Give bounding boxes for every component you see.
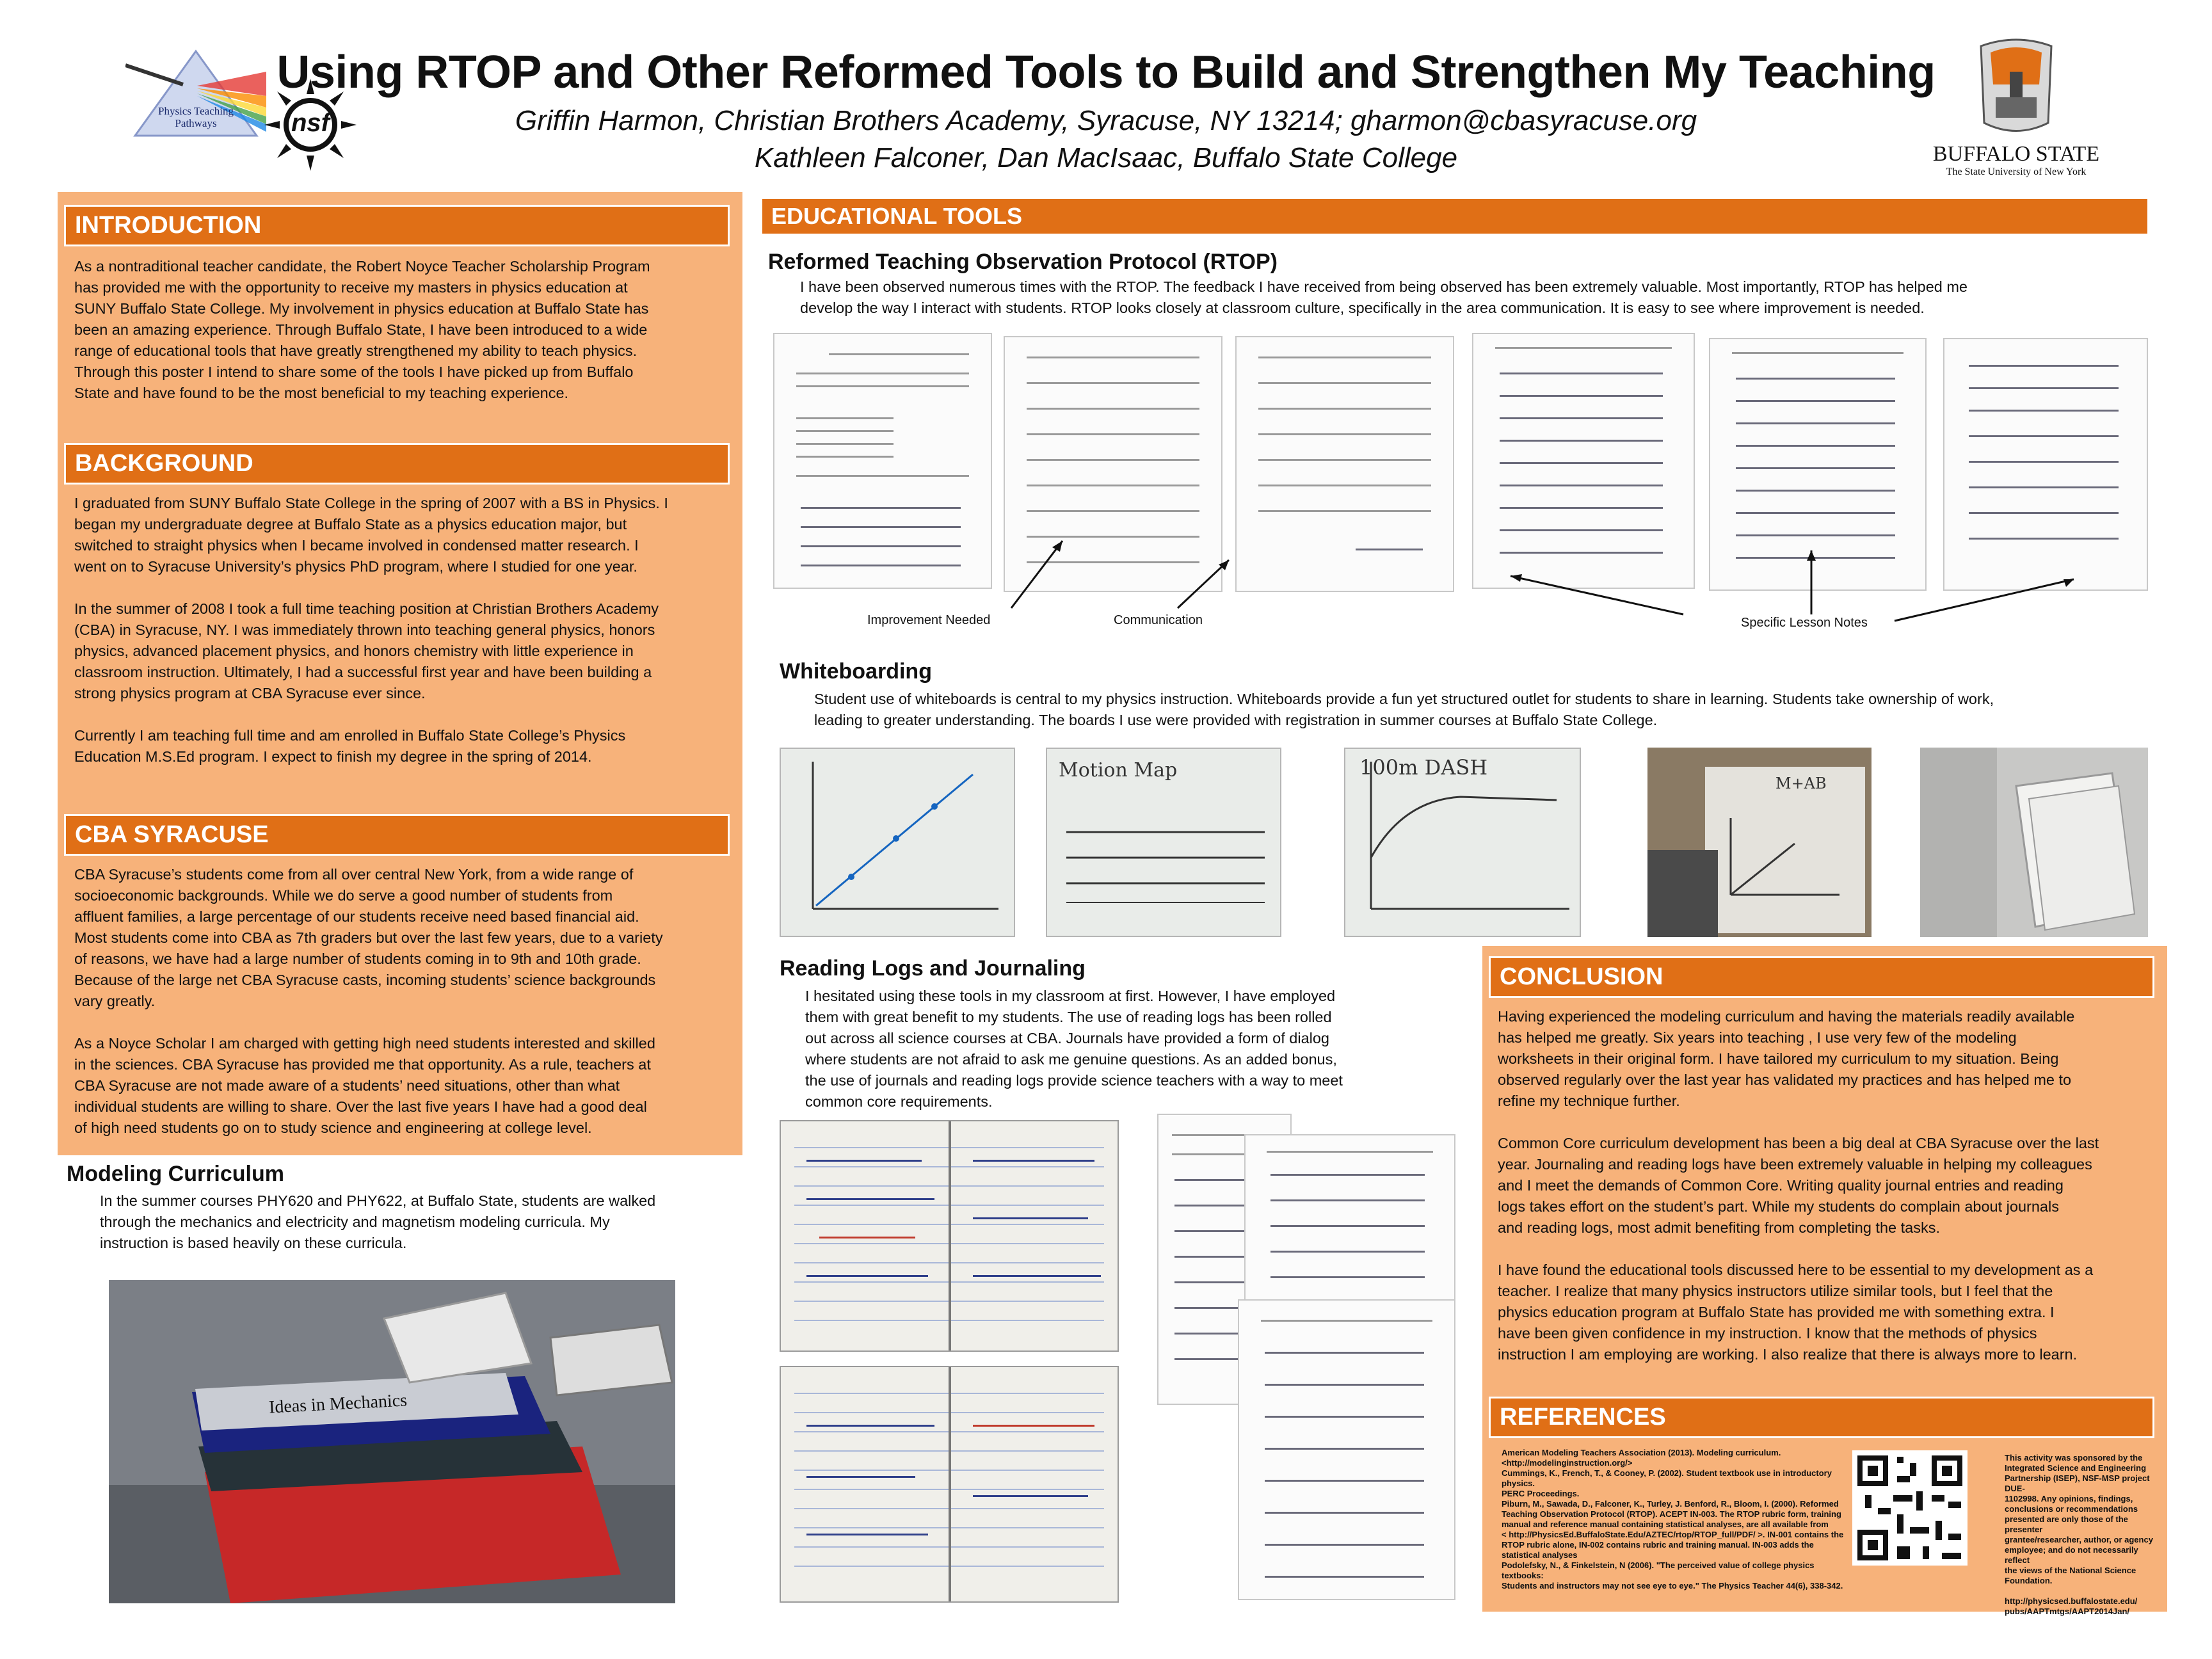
books-illustration	[109, 1280, 675, 1603]
text-line: Education M.S.Ed program. I expect to finish my degree in the spring of 2014.	[74, 748, 592, 765]
rtop-heading: Reformed Teaching Observation Protocol (RTOP)	[768, 250, 1278, 274]
poster-title: Using RTOP and Other Reformed Tools to Build and Strengthen My Teaching	[276, 47, 1936, 98]
text-line: CBA Syracuse’s students come from all over central New York, from a wide range of	[74, 866, 634, 883]
communication-label: Communication	[1114, 613, 1203, 627]
author-line-2: Kathleen Falconer, Dan MacIsaac, Buffalo State College	[754, 142, 1458, 173]
motion-map-text: Motion Map	[1059, 759, 1178, 781]
background-text	[74, 493, 733, 767]
educational-tools-heading: EDUCATIONAL TOOLS	[760, 197, 2149, 236]
text-line: Because of the large net CBA Syracuse casts, incoming students’ science backgrounds	[74, 972, 656, 988]
text-line: switched to straight physics when I became involved in condensed matter research. I	[74, 537, 639, 554]
reference-line: statistical analyses	[1502, 1550, 1578, 1560]
text-line: of high need students go on to study science and engineering at college level.	[74, 1119, 592, 1136]
qr-code-icon	[1852, 1450, 1968, 1566]
modeling-books-photo	[109, 1280, 675, 1603]
text-line: In the summer courses PHY620 and PHY622, at Buffalo State, students are walked	[100, 1192, 656, 1209]
text-line: leading to greater understanding. The boards I use were provided with registration in summer courses at Buffalo State College.	[814, 712, 1658, 728]
whiteboarding-text	[814, 689, 2171, 731]
journal-photo-2	[780, 1366, 1119, 1603]
text-line: (CBA) in Syracuse, NY. I was immediately thrown into teaching general physics, honors	[74, 621, 655, 638]
sponsor-line: Integrated Science and Engineering	[2005, 1463, 2147, 1473]
text-line: SUNY Buffalo State College. My involvement in physics education at Buffalo State has	[74, 300, 649, 317]
sponsor-link[interactable]: pubs/AAPTmtgs/AAPT2014Jan/	[2005, 1607, 2130, 1616]
text-line: range of educational tools that have greatly strengthened my ability to teach physics.	[74, 342, 637, 359]
reference-line: Piburn, M., Sawada, D., Falconer, K., Turley, J. Benford, R., Bloom, I. (2000). Reformed	[1502, 1499, 1839, 1509]
sponsor-line: employee; and do not necessarily reflect	[2005, 1545, 2138, 1565]
reference-line: American Modeling Teachers Association (2013). Modeling curriculum.	[1502, 1448, 1781, 1457]
improvement-needed-label: Improvement Needed	[867, 613, 991, 627]
text-line: and I meet the demands of Common Core. Writing quality journal entries and reading	[1498, 1177, 2064, 1194]
text-line: been an amazing experience. Through Buffalo State, I have been introduced to a wide	[74, 321, 648, 338]
text-line	[74, 577, 733, 598]
text-line: physics, advanced placement physics, and honors chemistry with little experience in	[74, 643, 634, 659]
rtop-arrows	[768, 384, 2189, 640]
text-line: instruction I am employing are working. I also realize that there is always more to learn.	[1498, 1346, 2078, 1363]
specific-lesson-notes-label: Specific Lesson Notes	[1741, 616, 1868, 630]
text-line: have been given confidence in my instruction. I know that the methods of physics	[1498, 1325, 2037, 1342]
text-line: them with great benefit to my students. The use of reading logs has been rolled	[805, 1009, 1332, 1025]
cba-text	[74, 864, 733, 1139]
nsf-text: nsf	[291, 109, 330, 137]
text-line: physics education program at Buffalo State has provided me with something extra. I	[1498, 1304, 2055, 1320]
text-line: strong physics program at CBA Syracuse ever since.	[74, 685, 426, 701]
text-line: Most students come into CBA as 7th graders but over the last few years, due to a variety	[74, 929, 663, 946]
stacked-whiteboards-photo	[1920, 748, 2148, 937]
text-line: and reading logs, most admit benefiting from completing the tasks.	[1498, 1219, 1941, 1236]
text-line: I graduated from SUNY Buffalo State College in the spring of 2007 with a BS in Physics. I	[74, 495, 668, 511]
sponsor-line: presented are only those of the presenter	[2005, 1514, 2128, 1534]
conclusion-text	[1498, 1006, 2163, 1365]
background-heading: BACKGROUND	[64, 443, 730, 485]
classroom-board-photo	[1647, 748, 1871, 937]
whiteboard-photo-3	[1344, 748, 1581, 937]
text-line: In the summer of 2008 I took a full time teaching position at Christian Brothers Academy	[74, 600, 659, 617]
text-line: I have found the educational tools discussed here to be essential to my development as a	[1498, 1262, 2094, 1278]
text-line: worksheets in their original form. I have tailored my curriculum to my situation. Being	[1498, 1050, 2059, 1067]
introduction-text	[74, 256, 733, 404]
reference-line: PERC Proceedings.	[1502, 1489, 1580, 1498]
text-line: State and have found to be the most beneficial to my teaching experience.	[74, 385, 569, 401]
references-list	[1502, 1448, 1847, 1591]
text-line: year. Journaling and reading logs have been extremely valuable in helping my colleagues	[1498, 1156, 2092, 1173]
text-line: in the sciences. CBA Syracuse has provided me that opportunity. As a rule, teachers at	[74, 1056, 651, 1073]
buffalo-state-name: BUFFALO STATE	[1932, 142, 2100, 166]
text-line: I have been observed numerous times with the RTOP. The feedback I have received from being observed has been extremely valuable. Most importantly, RTOP has helped me	[800, 278, 1968, 295]
text-line: teacher. I realize that many physics instructors utilize similar tools, but I feel that the	[1498, 1283, 2053, 1299]
text-line: instruction is based heavily on these curricula.	[100, 1235, 407, 1251]
reference-line: < http://PhysicsEd.BuffaloState.Edu/AZTEC/rtop/RTOP_full/PDF/ >. IN-001 contains the	[1502, 1530, 1844, 1539]
whiteboard-photo-1	[780, 748, 1015, 937]
text-line: where students are not afraid to ask me genuine questions. As an added bonus,	[805, 1051, 1337, 1068]
modeling-heading: Modeling Curriculum	[67, 1162, 284, 1186]
text-line: As a nontraditional teacher candidate, the Robert Noyce Teacher Scholarship Program	[74, 258, 650, 275]
sponsor-line: conclusions or recommendations	[2005, 1504, 2138, 1514]
text-line: vary greatly.	[74, 993, 156, 1009]
qr-code[interactable]	[1852, 1450, 1968, 1566]
whiteboard-photo-2	[1046, 748, 1281, 937]
reference-line: RTOP rubric alone, IN-002 contains rubric and training manual. IN-003 adds the	[1502, 1540, 1814, 1550]
sponsor-line: This activity was sponsored by the	[2005, 1453, 2143, 1463]
reference-line: Students and instructors may not see eye to eye." The Physics Teacher 44(6), 338-342.	[1502, 1581, 1843, 1591]
position-time-graph-sketch	[781, 749, 1015, 937]
modeling-text	[100, 1190, 740, 1254]
sponsor-link[interactable]: http://physicsed.buffalostate.edu/	[2005, 1596, 2138, 1606]
sponsor-line	[2005, 1586, 2158, 1596]
text-line: common core requirements.	[805, 1093, 993, 1110]
text-line: Common Core curriculum development has been a big deal at CBA Syracuse over the last	[1498, 1135, 2099, 1151]
buffalo-state-seal-icon	[1920, 33, 2112, 142]
reference-line: <http://modelinginstruction.org/>	[1502, 1458, 1633, 1468]
text-line: has helped me greatly. Six years into teaching , I use very few of the modeling	[1498, 1029, 2017, 1046]
buffalo-state-sub: The State University of New York	[1946, 166, 2087, 177]
text-line: observed regularly over the last year has validated my practices and has helped me to	[1498, 1071, 2072, 1088]
sponsor-line: grantee/researcher, author, or agency	[2005, 1535, 2153, 1544]
journal-photo-1	[780, 1120, 1119, 1352]
whiteboard-photo-5	[1920, 748, 2148, 937]
text-line: went on to Syracuse University’s physics PhD program, where I studied for one year.	[74, 558, 637, 575]
text-line: develop the way I interact with students. RTOP looks closely at classroom culture, specifically in the area communication. It is easy to see where improvement is needed.	[800, 300, 1925, 316]
book-title-text: Ideas in Mechanics	[268, 1390, 408, 1418]
text-line: I hesitated using these tools in my classroom at first. However, I have employed	[805, 988, 1336, 1004]
text-line: classroom instruction. Ultimately, I had a successful first year and have been building a	[74, 664, 652, 680]
author-line-1: Griffin Harmon, Christian Brothers Academy, Syracuse, NY 13214; gharmon@cbasyracuse.org	[515, 105, 1697, 136]
logo-pathways-text: Physics Teaching Pathways	[158, 105, 234, 129]
cba-heading: CBA SYRACUSE	[64, 814, 730, 856]
references-heading: REFERENCES	[1489, 1397, 2154, 1438]
reference-line: Cummings, K., French, T., & Cooney, P. (2002). Student textbook use in introductory physics.	[1502, 1468, 1832, 1488]
reading-logs-heading: Reading Logs and Journaling	[780, 956, 1086, 981]
text-line: of reasons, we have had a large number of students coming in to 9th and 10th grade.	[74, 950, 641, 967]
reading-logs-text	[805, 986, 1445, 1112]
text-line: refine my technique further.	[1498, 1093, 1680, 1109]
reference-line: Teaching Observation Protocol (RTOP). ACEPT IN-003. The RTOP rubric form, training	[1502, 1509, 1841, 1519]
text-line	[74, 1012, 733, 1033]
text-line: logs takes effort on the student’s part. While my students do complain about journals	[1498, 1198, 2059, 1215]
reading-log-scan-2	[1244, 1134, 1455, 1326]
text-line	[1498, 1112, 2163, 1133]
reference-line: manual and reference manual containing statistical analyses, are all available from	[1502, 1519, 1829, 1529]
reference-line: Podolefsky, N., & Finkelstein, N (2006). "The perceived value of college physics textbooks:	[1502, 1560, 1815, 1580]
text-line: Currently I am teaching full time and am enrolled in Buffalo State College’s Physics	[74, 727, 626, 744]
text-line: Student use of whiteboards is central to my physics instruction. Whiteboards provide a fun yet structured outlet for students to share in learning. Students take ownership of work,	[814, 691, 1994, 707]
sponsor-line: 1102998. Any opinions, findings,	[2005, 1494, 2133, 1503]
text-line	[1498, 1238, 2163, 1260]
sponsor-line: Partnership (ISEP), NSF-MSP project DUE-	[2005, 1473, 2150, 1493]
dash-text: 100m DASH	[1359, 755, 1488, 780]
text-line: the use of journals and reading logs provide science teachers with a way to meet	[805, 1072, 1343, 1089]
text-line: out across all science courses at CBA. Journals have provided a form of dialog	[805, 1030, 1330, 1046]
text-line: affluent families, a large percentage of our students receive need based financial aid.	[74, 908, 639, 925]
logo-buffalo-state	[1920, 33, 2112, 180]
text-line: As a Noyce Scholar I am charged with getting high need students interested and skilled	[74, 1035, 655, 1052]
text-line: individual students are willing to share. Over the last five years I have had a good deal	[74, 1098, 647, 1115]
sponsor-note	[2005, 1453, 2158, 1617]
rtop-text	[800, 276, 2176, 319]
conclusion-heading: CONCLUSION	[1489, 956, 2154, 998]
text-line	[74, 704, 733, 725]
text-line: began my undergraduate degree at Buffalo State as a physics education major, but	[74, 516, 627, 533]
whiteboard-photo-4	[1647, 748, 1871, 937]
sponsor-line: the views of the National Science	[2005, 1566, 2136, 1575]
reading-log-scan-3	[1238, 1299, 1455, 1600]
text-line: has provided me with the opportunity to receive my masters in physics education at	[74, 279, 628, 296]
text-line: Having experienced the modeling curriculum and having the materials readily available	[1498, 1008, 2075, 1025]
text-line: CBA Syracuse are not made aware of a students’ need situations, other than what	[74, 1077, 620, 1094]
board-mab-text: M+AB	[1775, 774, 1827, 792]
text-line: Through this poster I intend to share some of the tools I have picked up from Buffalo	[74, 364, 634, 380]
sponsor-line: Foundation.	[2005, 1576, 2053, 1585]
text-line: through the mechanics and electricity and magnetism modeling curricula. My	[100, 1214, 610, 1230]
text-line: socioeconomic backgrounds. While we do serve a good number of students from	[74, 887, 613, 904]
introduction-heading: INTRODUCTION	[64, 205, 730, 246]
whiteboarding-heading: Whiteboarding	[780, 659, 932, 684]
